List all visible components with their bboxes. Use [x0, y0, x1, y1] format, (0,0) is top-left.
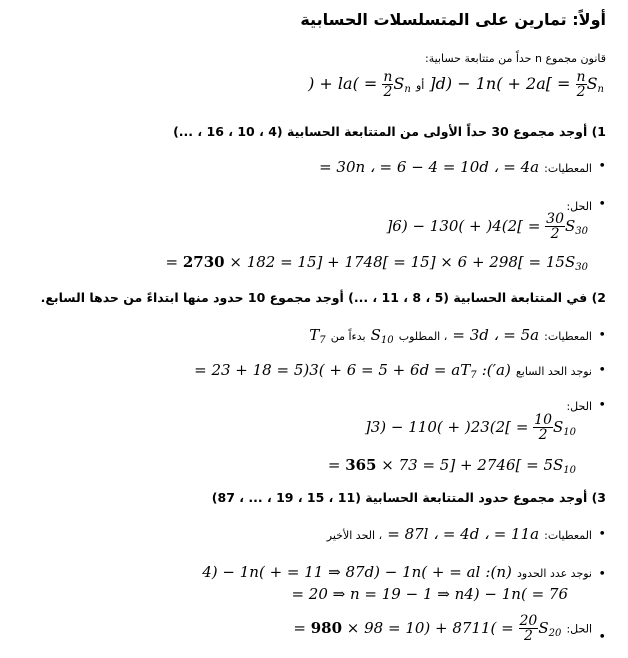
q3-solution: الحل: = 980 × 98 = 10) + 8711( = $\frac{20}{2}$ $S_{20}$ [293, 613, 592, 644]
q1-heading: 1) أوجد مجموع 30 حداً الأولى من المتتابعة الحسابية (4 ، 10 ، 16 ، ...) [173, 124, 606, 139]
q1-solution-line2: = $2730 \times 182 = 15] + 1748[ = 15] \times 6 + 298[ = 15S_{30}$ [165, 253, 588, 273]
law-equation: ) + la( = $\frac{n}{2}$ $S_n$ أو ]d) − 1n( + 2a[ = $\frac{n}{2}$ $S_n$ [308, 69, 604, 100]
page-title: أولاً: تمارين على المتسلسلات الحسابية [300, 10, 606, 29]
q3-count-line1: نوجد عدد الحدود (n): 4) − 1n( + = 11 ⇒ 87d) − 1n( + = al [202, 563, 592, 581]
bullet-icon: • [598, 159, 606, 174]
q2-solution-line1: ]3) − 110( + )23(2[ = $\frac{10}{2}$ $S_{10}$ [364, 412, 576, 443]
q2-given: المعطيات: = 3d ، = 5a ، المطلوب $S_{10}$ بدءاً من $T_7$ [309, 326, 592, 346]
bullet-icon: • [598, 398, 606, 413]
q2-seventh-term: نوجد الحد السابع (′a): = $23 + 18 = 5)3( + 6 = 5 + 6d = aT_7$ [194, 361, 592, 381]
q3-heading: 3) أوجد مجموع حدود المتتابعة الحسابية (11 ، 15 ، 19 ، ... ، 87) [211, 490, 606, 505]
q1-solution-label: الحل: [566, 200, 592, 213]
q3-count-line2: = 20 ⇒ n = 19 − 1 ⇒ n4) − 1n( = 76 [291, 585, 568, 603]
bullet-icon: • [598, 363, 606, 378]
bullet-icon: • [598, 567, 606, 582]
bullet-icon: • [598, 527, 606, 542]
bullet-icon: • [598, 328, 606, 343]
q2-solution-line2: = $365 \times 73 = 5] + 2746[ = 5S_{10}$ [327, 456, 576, 476]
q3-given: المعطيات: = 87l ، = 4d ، = 11a ، الحد الأخير [326, 525, 592, 543]
q1-solution-line1: ]6) − 130( + )4(2[ = $\frac{30}{2}$ $S_{30}$ [386, 211, 588, 242]
bullet-icon: • [598, 197, 606, 212]
q2-solution-label: الحل: [566, 400, 592, 413]
q2-heading: 2) في المتتابعة الحسابية (5 ، 8 ، 11 ، ...) أوجد مجموع 10 حدود منها ابتداءً من حدها السابع. [40, 290, 606, 305]
law-label: قانون مجموع n حداً من متتابعة حسابية: [425, 52, 606, 65]
q1-given: المعطيات: = 30n ، = 6 − 4 = 10d ، = 4a [319, 158, 592, 176]
bullet-icon: • [598, 630, 606, 645]
